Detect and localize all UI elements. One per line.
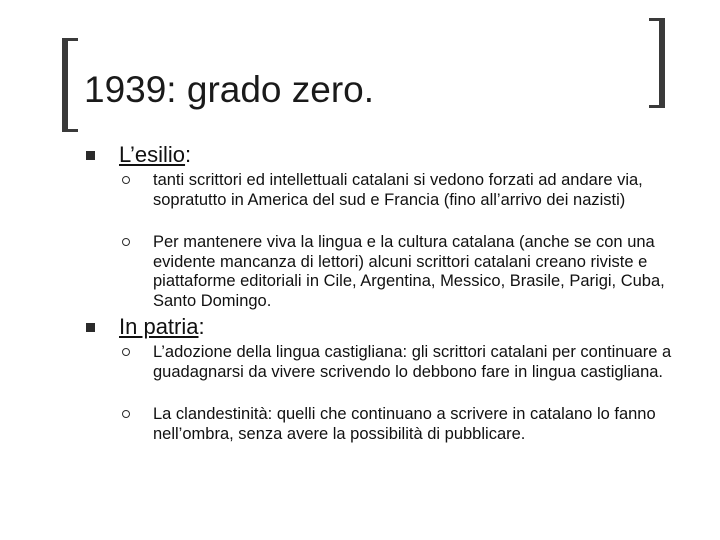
bullet-heading	[119, 141, 191, 169]
circle-bullet-icon	[122, 348, 130, 356]
circle-bullet-icon	[122, 176, 130, 184]
heading-suffix: :	[198, 314, 205, 339]
circle-bullet-icon	[122, 238, 130, 246]
slide-title: 1939: grado zero.	[84, 69, 375, 110]
sub-bullet-text: tanti scrittori ed intellettuali catalani si vedono forzati ad andare via, sopratutto in America del sud e Francia (fino all’arrivo dei nazisti)	[153, 171, 643, 209]
sub-bullet-text: L’adozione della lingua castigliana: gli scrittori catalani per continuare a guadagnarsi da vivere scrivendo lo debbono fare in lingua castigliana.	[153, 343, 672, 381]
heading-label: L’esilio	[119, 142, 186, 167]
title-bracket-left	[62, 38, 78, 132]
sub-bullet-text: Per mantenere viva la lingua e la cultura catalana (anche se con una evidente mancanza di lettori) alcuni scrittori catalani creano riviste e piattaforme editoriali in Cile, Argentina, Messico, Brasile, Parigi, Cuba, Santo Domingo.	[153, 233, 665, 310]
heading-suffix: :	[185, 142, 192, 167]
sub-bullet-text: La clandestinità: quelli che continuano a scrivere in catalano lo fanno nell’ombra, senza avere la possibilità di pubblicare.	[153, 405, 656, 443]
bullet-heading	[119, 313, 205, 341]
square-bullet-icon	[86, 151, 95, 160]
title-bracket-right	[649, 18, 665, 108]
square-bullet-icon	[86, 323, 95, 332]
circle-bullet-icon	[122, 410, 130, 418]
heading-label: In patria	[119, 314, 199, 339]
